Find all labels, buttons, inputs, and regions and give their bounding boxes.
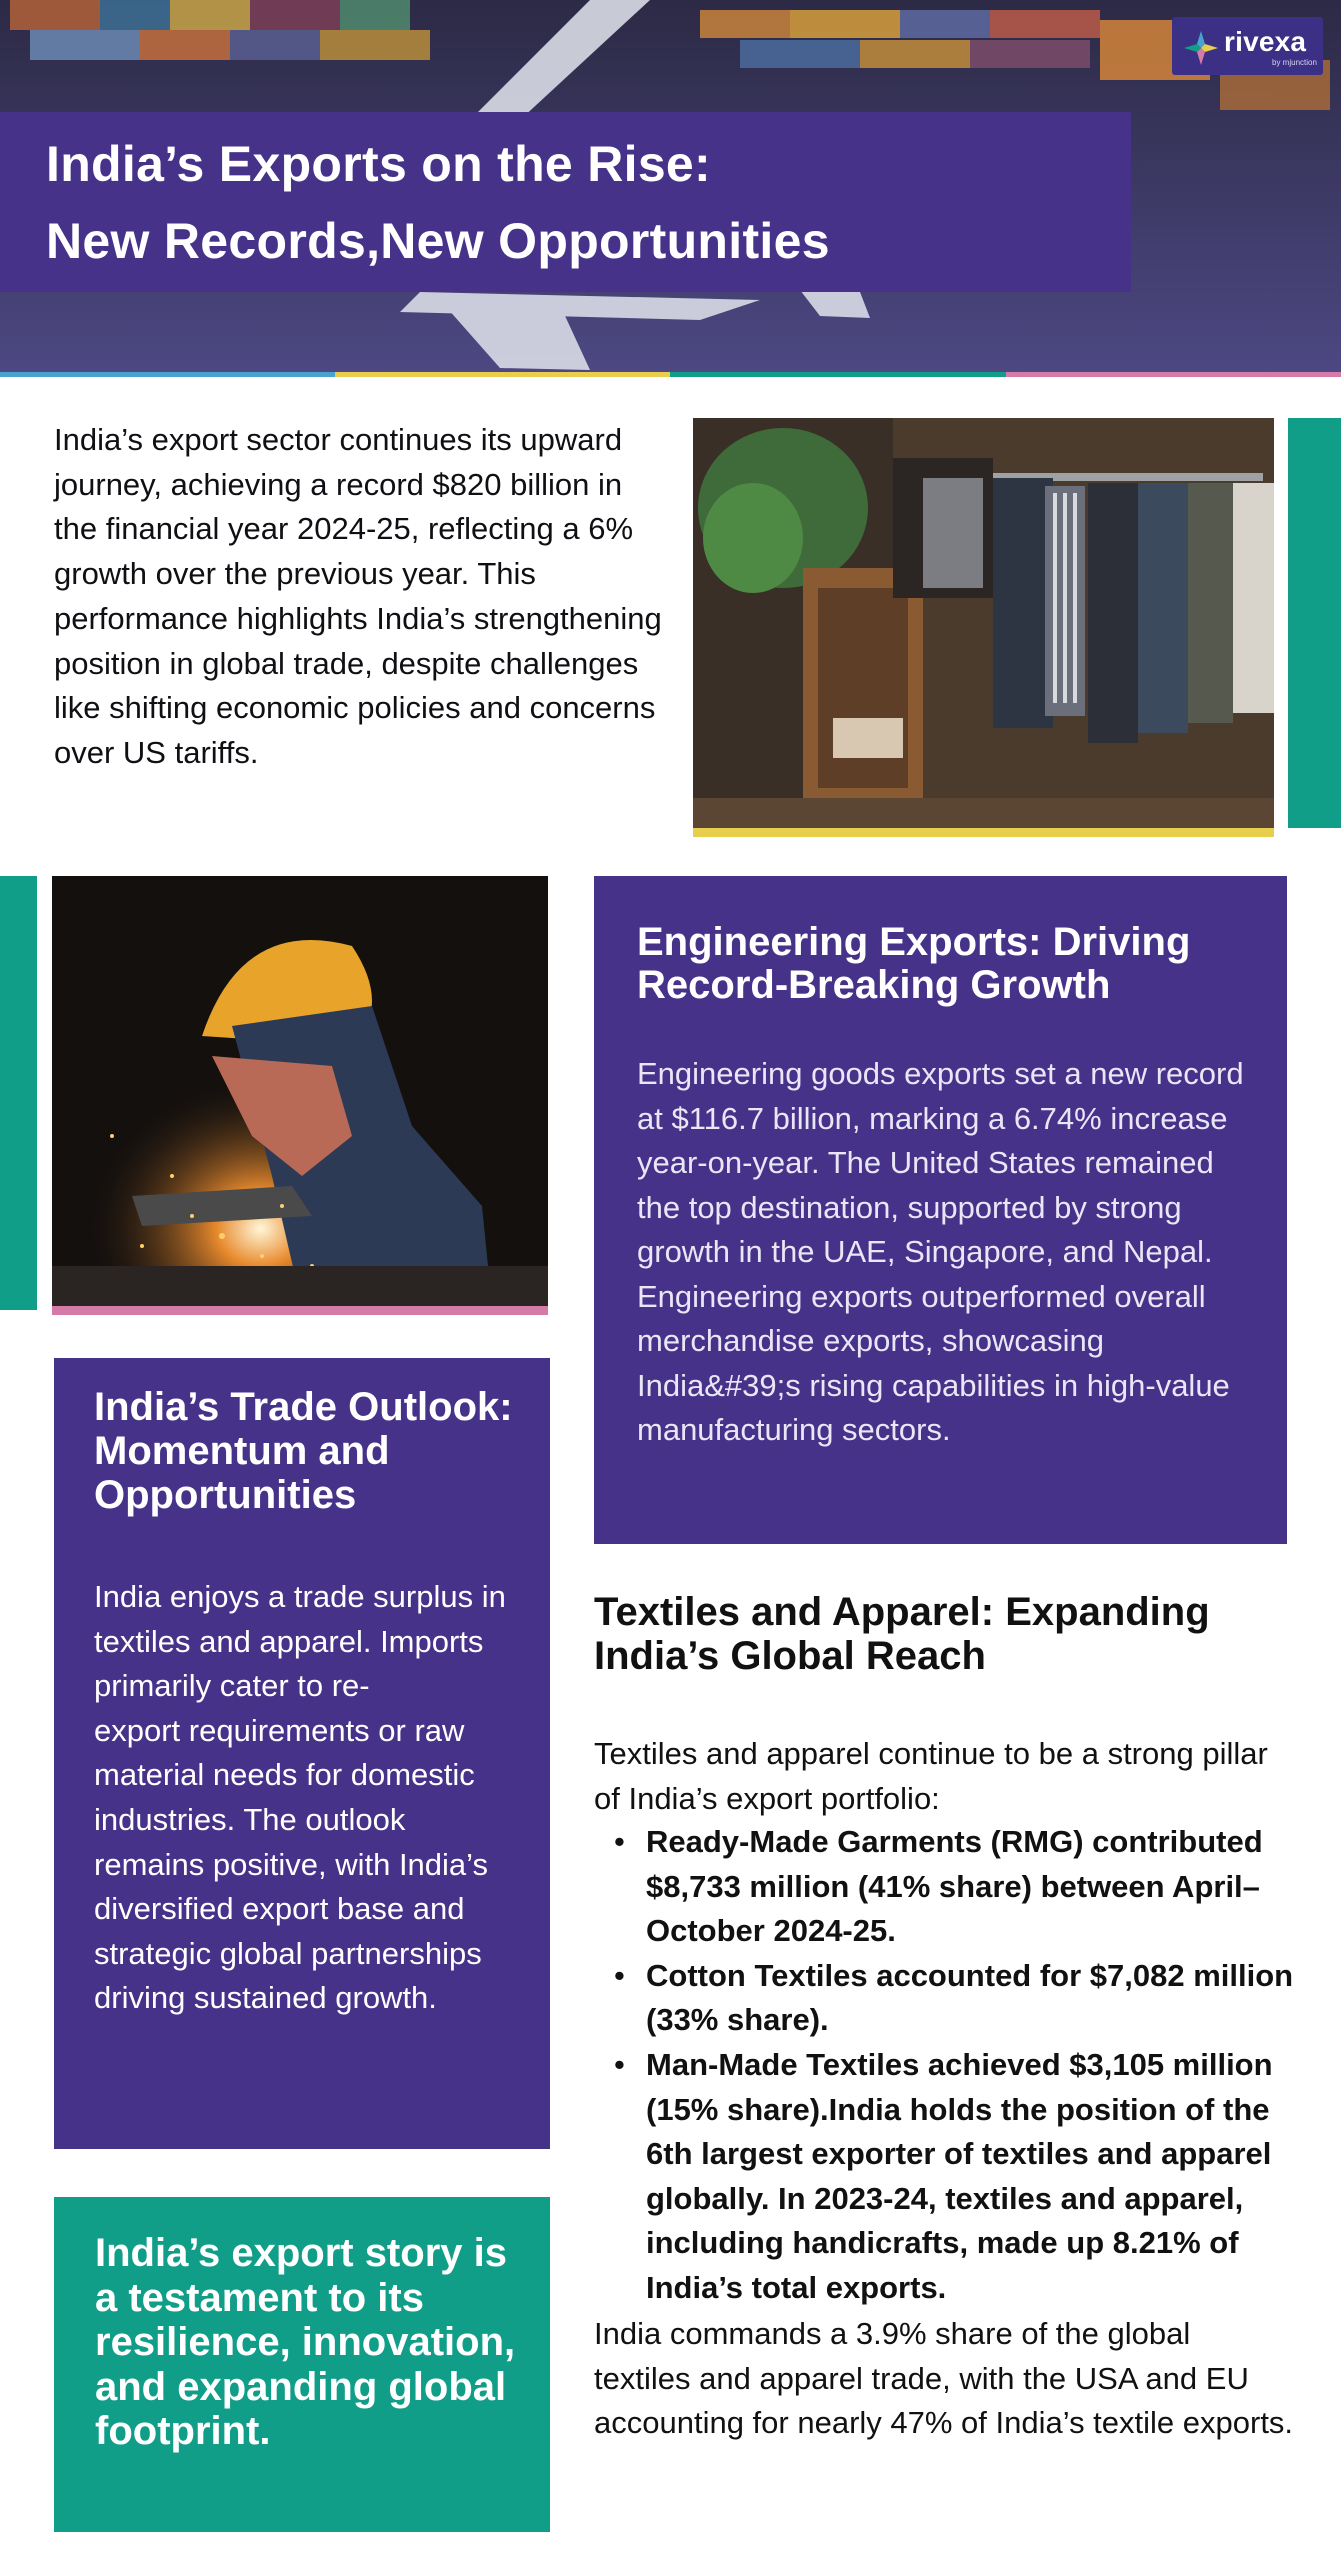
hero-banner: [0, 0, 1341, 376]
color-strip-yellow: [335, 372, 670, 377]
page-title-line-1: India’s Exports on the Rise:: [46, 136, 711, 192]
list-item: [594, 2043, 1294, 2311]
trade-outlook-body: [94, 1575, 524, 2021]
list-item: [594, 1820, 1294, 1954]
color-strip-pink: [1006, 372, 1341, 377]
color-strip-blue: [0, 372, 335, 377]
photo-accent-bar-yellow: [693, 828, 1274, 837]
list-item-text: Cotton Textiles accounted for $7,082 million (33% share).: [646, 1957, 1294, 2038]
clothing-rack-store-photo: [693, 418, 1274, 828]
rivexa-logo-icon: [1182, 29, 1220, 67]
clothing-rack-image: [693, 418, 1274, 828]
trade-outlook-card: [54, 1358, 550, 2149]
engineering-exports-card: [594, 876, 1287, 1544]
textiles-intro: Textiles and apparel continue to be a strong pillar of India’s export portfolio:: [594, 1736, 1268, 1816]
trade-outlook-heading: India’s Trade Outlook: Momentum and Opportunities: [94, 1385, 513, 1517]
textiles-list: [594, 1820, 1294, 2311]
engineering-body: Engineering goods exports set a new record at $116.7 billion, marking a 6.74% increase year-on-year. The United States remained the top destination, supported by strong growth in the UAE, Singapore, and Nepal. Engineering exports outperformed overall merchandise exports, showcasing India&#39;s rising capabilities in high-value manufacturing sectors.: [637, 1056, 1244, 1447]
textiles-outro: India commands a 3.9% share of the global textiles and apparel trade, with the USA and EU accounting for nearly 47% of India’s textile exports.: [594, 2316, 1294, 2441]
trade-outlook-body-line1: India enjoys a trade surplus in textiles and apparel. Imports primarily cater to re-: [94, 1579, 506, 1704]
logo-wordmark: rivexa: [1224, 26, 1307, 57]
bullet-icon: •: [614, 2046, 625, 2082]
quote-card: [54, 2197, 550, 2532]
side-accent-teal-left: [0, 876, 37, 1310]
quote-text: India’s export story is a testament to its resilience, innovation, and expanding global footprint.: [95, 2231, 516, 2453]
bullet-icon: •: [614, 1824, 625, 1859]
bullet-icon: •: [614, 1957, 625, 1993]
color-strip-teal: [670, 372, 1006, 377]
welder-image: [52, 876, 548, 1306]
intro-paragraph: India’s export sector continues its upward journey, achieving a record $820 billion in the financial year 2024-25, reflecting a 6% growth over the previous year. This performance highlights India’s strengthening position in global trade, despite challenges like shifting economic policies and concerns over US tariffs.: [54, 422, 662, 770]
list-item: [594, 1954, 1294, 2043]
trade-outlook-body-line2: export requirements or raw material needs for domestic industries. The outlook remains positive, with India’s diversified export base and strategic global partnerships driving sustained growth.: [94, 1712, 488, 2016]
side-accent-teal: [1288, 418, 1341, 828]
rivexa-logo[interactable]: [1172, 17, 1323, 75]
list-item-text: Man-Made Textiles achieved $3,105 million (15% share).India holds the position of the 6th largest exporter of textiles and apparel globally. In 2023-24, textiles and apparel, including handicrafts, made up 8.21% of India’s total exports.: [646, 2046, 1273, 2305]
title-banner: [0, 112, 1131, 292]
page-title-line-2: New Records,New Opportunities: [46, 213, 830, 269]
welder-sparks-photo: [52, 876, 548, 1306]
engineering-heading: Engineering Exports: Driving Record-Breaking Growth: [637, 920, 1191, 1007]
photo-accent-bar-pink: [52, 1306, 548, 1315]
logo-tagline: by mjunction: [1272, 58, 1317, 67]
list-item-text: Ready-Made Garments (RMG) contributed $8,733 million (41% share) between April–October 2024-25.: [646, 1824, 1263, 1949]
textiles-heading: Textiles and Apparel: Expanding India’s Global Reach: [594, 1590, 1210, 1678]
